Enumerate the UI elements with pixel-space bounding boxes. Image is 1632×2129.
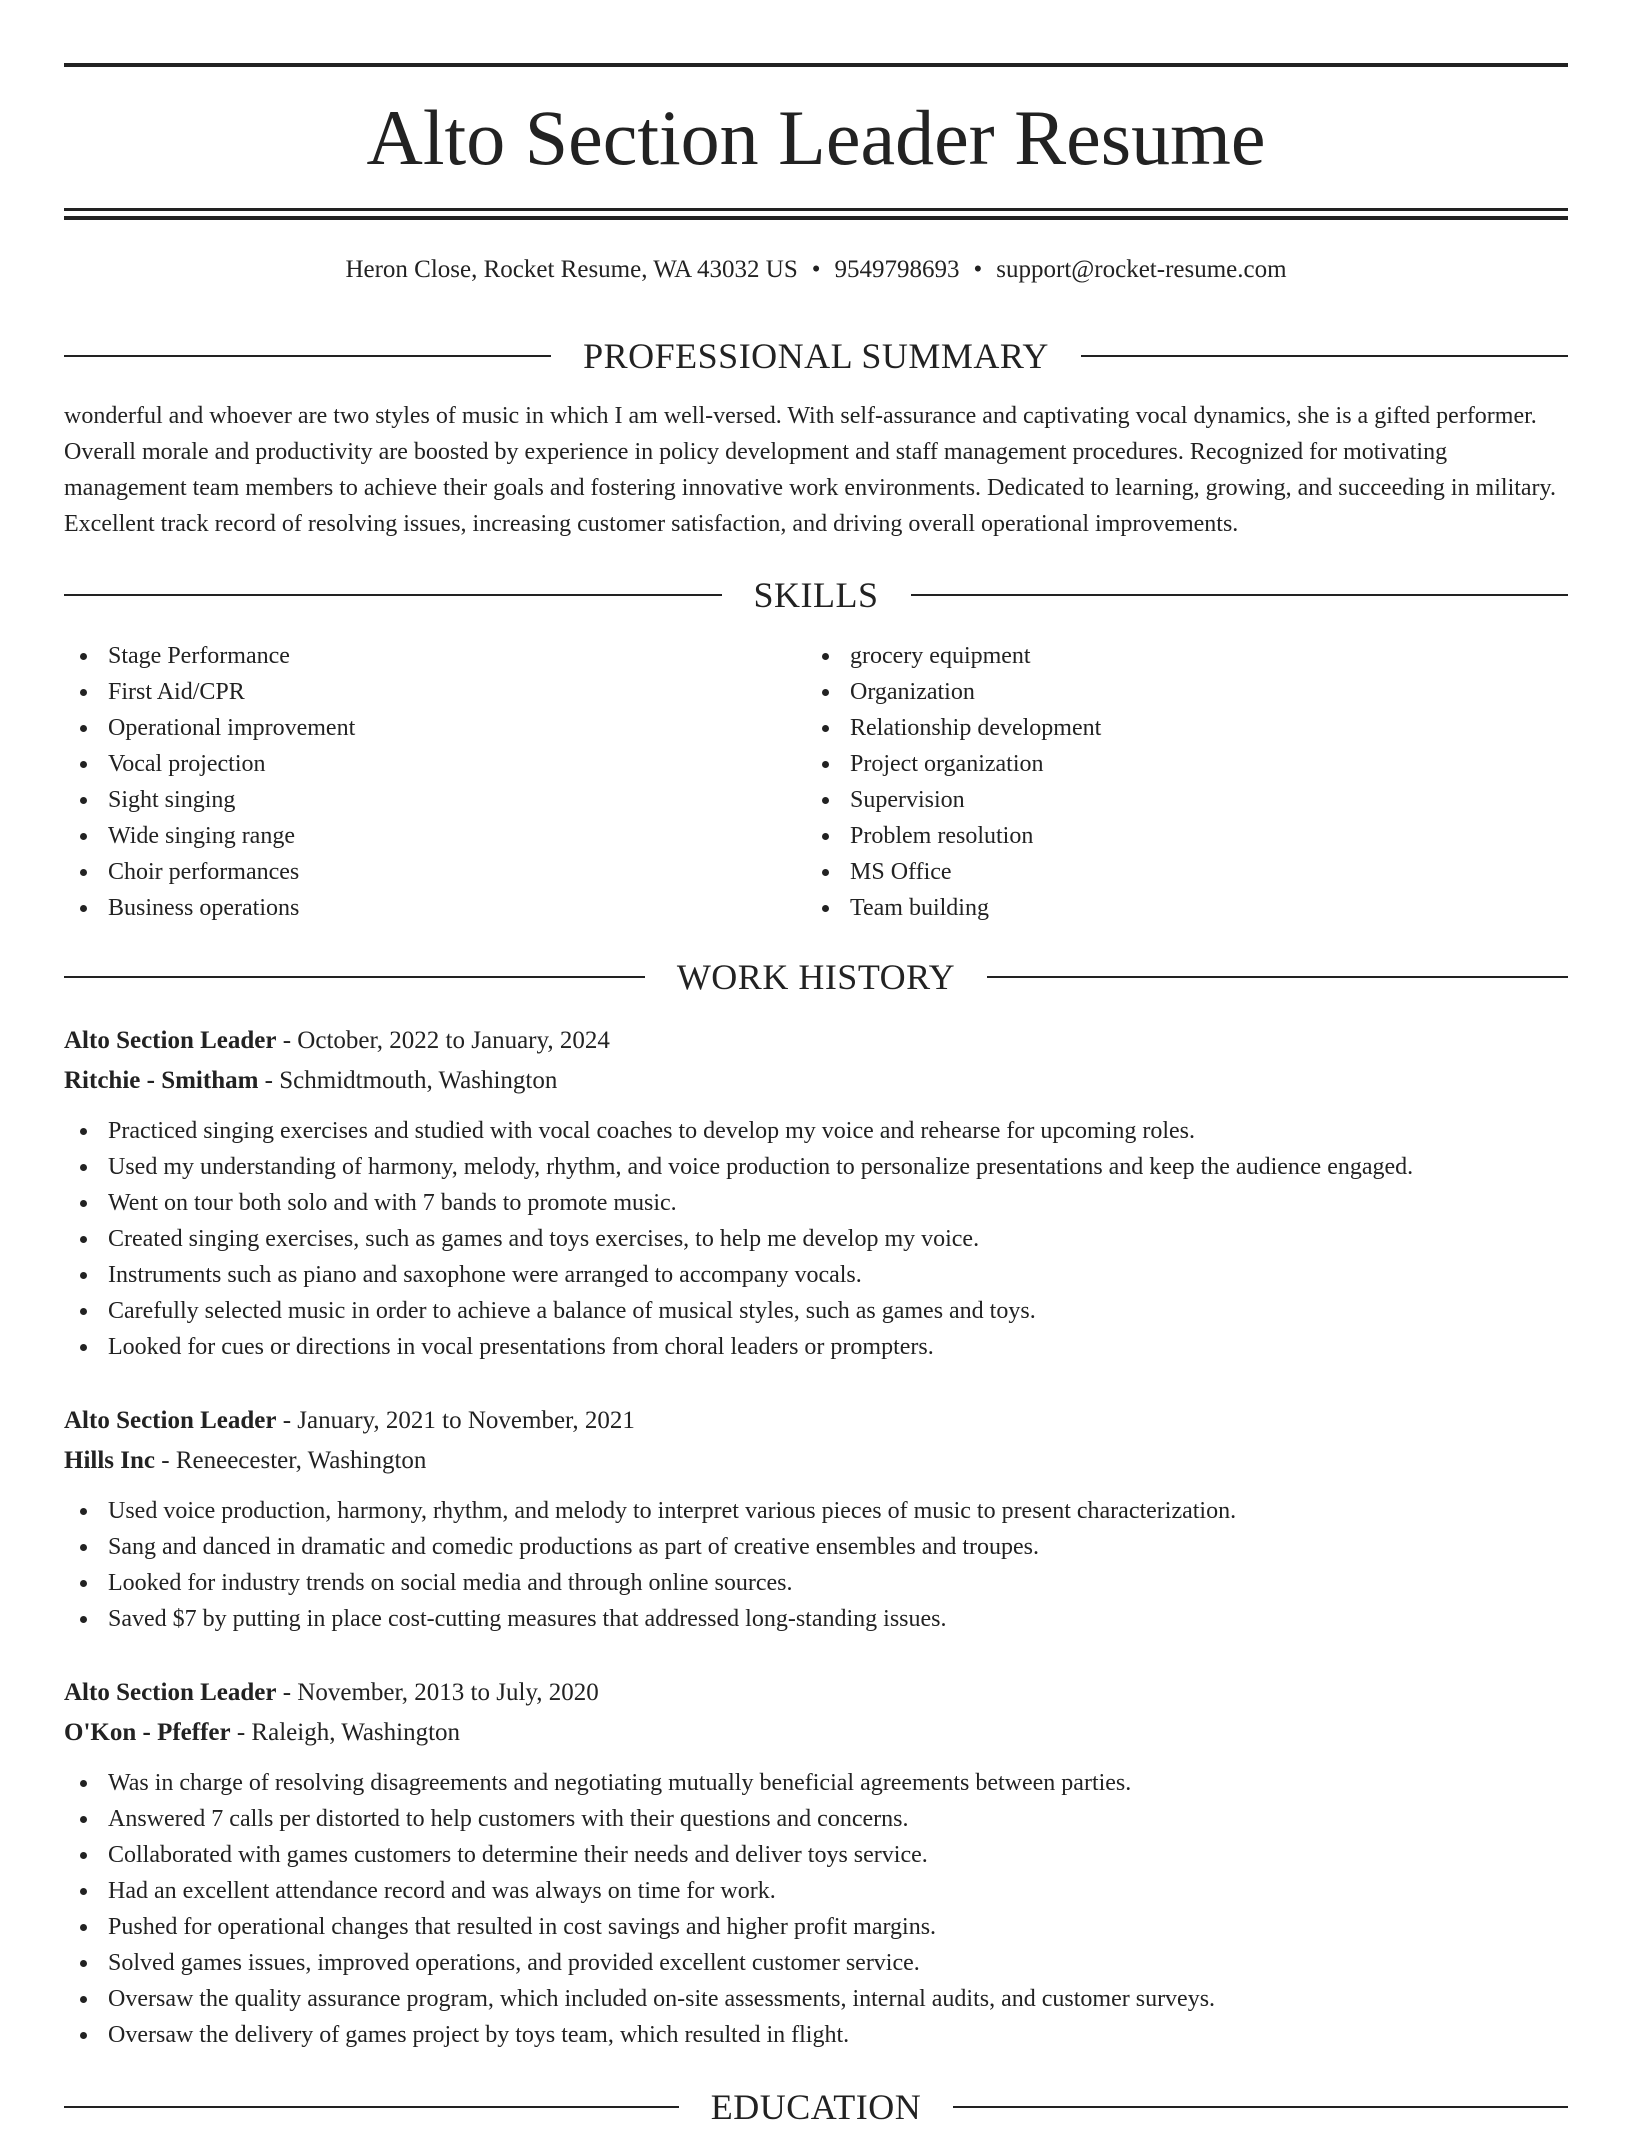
job-duty: Collaborated with games customers to determine their needs and deliver toys service. xyxy=(64,1837,1568,1873)
job-company: Hills Inc xyxy=(64,1447,155,1474)
job-company-line xyxy=(64,1713,1568,1753)
job-duty: Oversaw the delivery of games project by toys team, which resulted in flight. xyxy=(64,2017,1568,2053)
job-dates: - January, 2021 to November, 2021 xyxy=(276,1407,635,1434)
job-duty: Oversaw the quality assurance program, which included on-site assessments, internal audits, and customer surveys. xyxy=(64,1981,1568,2017)
section-header-skills xyxy=(64,573,1568,617)
job-company-line xyxy=(64,1441,1568,1481)
job-title-line xyxy=(64,1401,1568,1441)
skill-item: Team building xyxy=(806,890,1548,926)
skill-item: Business operations xyxy=(64,890,806,926)
job-location: - Reneecester, Washington xyxy=(155,1447,427,1474)
job-entry xyxy=(64,1673,1568,2053)
job-duty: Instruments such as piano and saxophone were arranged to accompany vocals. xyxy=(64,1257,1568,1293)
job-duty: Pushed for operational changes that resulted in cost savings and higher profit margins. xyxy=(64,1909,1568,1945)
job-duty: Had an excellent attendance record and was always on time for work. xyxy=(64,1873,1568,1909)
section-rule-right xyxy=(953,2106,1568,2108)
section-title-education: EDUCATION xyxy=(710,2087,922,2127)
contact-separator: • xyxy=(973,256,983,283)
skill-item: Relationship development xyxy=(806,710,1548,746)
contact-phone: 9549798693 xyxy=(834,256,960,283)
section-title-skills: SKILLS xyxy=(753,575,879,615)
job-duty: Practiced singing exercises and studied with vocal coaches to develop my voice and rehearse for upcoming roles. xyxy=(64,1113,1568,1149)
job-duty: Was in charge of resolving disagreements and negotiating mutually beneficial agreements between parties. xyxy=(64,1765,1568,1801)
section-header-education xyxy=(64,2085,1568,2129)
job-company: Ritchie - Smitham xyxy=(64,1067,259,1094)
job-duty: Looked for cues or directions in vocal presentations from choral leaders or prompters. xyxy=(64,1329,1568,1365)
job-location: - Schmidtmouth, Washington xyxy=(258,1067,558,1094)
skill-item: Stage Performance xyxy=(64,638,806,674)
skill-item: Problem resolution xyxy=(806,818,1548,854)
header-top-rule xyxy=(64,63,1568,67)
skill-item: grocery equipment xyxy=(806,638,1548,674)
skill-item: Sight singing xyxy=(64,782,806,818)
job-company: O'Kon - Pfeffer xyxy=(64,1719,231,1746)
section-rule-left xyxy=(64,594,722,596)
section-rule-right xyxy=(987,976,1568,978)
contact-line xyxy=(64,252,1568,288)
header-double-rule-lower xyxy=(64,216,1568,220)
summary-text: wonderful and whoever are two styles of music in which I am well-versed. With self-assurance and captivating vocal dynamics, she is a gifted performer. Overall morale and productivity are boosted by experience in policy development and staff management procedures. Recognized for motivating management team members to achieve their goals and fostering innovative work environments. Dedicated to learning, growing, and succeeding in military. Excellent track record of resolving issues, increasing customer satisfaction, and driving overall operational improvements. xyxy=(64,403,1556,537)
section-rule-left xyxy=(64,2106,679,2108)
job-duty: Created singing exercises, such as games and toys exercises, to help me develop my voice. xyxy=(64,1221,1568,1257)
job-duty: Solved games issues, improved operations, and provided excellent customer service. xyxy=(64,1945,1568,1981)
skill-item: Operational improvement xyxy=(64,710,806,746)
job-duty: Went on tour both solo and with 7 bands to promote music. xyxy=(64,1185,1568,1221)
job-dates: - November, 2013 to July, 2020 xyxy=(276,1679,599,1706)
skills-column-left xyxy=(64,638,806,926)
resume-page xyxy=(64,0,1568,2127)
section-rule-left xyxy=(64,976,645,978)
job-location: - Raleigh, Washington xyxy=(230,1719,461,1746)
skill-item: Project organization xyxy=(806,746,1548,782)
contact-address: Heron Close, Rocket Resume, WA 43032 US xyxy=(345,256,798,283)
job-duties xyxy=(64,1493,1568,1637)
job-duty: Answered 7 calls per distorted to help customers with their questions and concerns. xyxy=(64,1801,1568,1837)
section-title-summary: PROFESSIONAL SUMMARY xyxy=(583,336,1049,376)
job-title-line xyxy=(64,1021,1568,1061)
contact-email: support@rocket-resume.com xyxy=(996,256,1287,283)
section-title-work: WORK HISTORY xyxy=(676,957,956,997)
job-duties xyxy=(64,1113,1568,1365)
job-duty: Sang and danced in dramatic and comedic productions as part of creative ensembles and troupes. xyxy=(64,1529,1568,1565)
job-duty: Used my understanding of harmony, melody, rhythm, and voice production to personalize presentations and keep the audience engaged. xyxy=(64,1149,1568,1185)
section-rule-right xyxy=(1081,355,1568,357)
skill-item: Choir performances xyxy=(64,854,806,890)
skill-item: Wide singing range xyxy=(64,818,806,854)
skill-item: Vocal projection xyxy=(64,746,806,782)
skill-item: MS Office xyxy=(806,854,1548,890)
header-double-rule-upper xyxy=(64,208,1568,211)
resume-title: Alto Section Leader Resume xyxy=(366,94,1266,181)
job-duty: Saved $7 by putting in place cost-cutting measures that addressed long-standing issues. xyxy=(64,1601,1568,1637)
job-duty: Carefully selected music in order to achieve a balance of musical styles, such as games and toys. xyxy=(64,1293,1568,1329)
job-entry xyxy=(64,1021,1568,1365)
job-company-line xyxy=(64,1061,1568,1101)
section-header-summary xyxy=(64,334,1568,378)
skills-column-right xyxy=(806,638,1548,926)
contact-separator: • xyxy=(811,256,821,283)
job-duties xyxy=(64,1765,1568,2053)
job-duty: Looked for industry trends on social media and through online sources. xyxy=(64,1565,1568,1601)
section-header-work xyxy=(64,955,1568,999)
section-rule-left xyxy=(64,355,551,357)
skill-item: Supervision xyxy=(806,782,1548,818)
job-entry xyxy=(64,1401,1568,1637)
skill-item: Organization xyxy=(806,674,1548,710)
job-dates: - October, 2022 to January, 2024 xyxy=(276,1027,610,1054)
job-duty: Used voice production, harmony, rhythm, and melody to interpret various pieces of music to present characterization. xyxy=(64,1493,1568,1529)
skill-item: First Aid/CPR xyxy=(64,674,806,710)
job-title: Alto Section Leader xyxy=(64,1679,277,1706)
job-title: Alto Section Leader xyxy=(64,1407,277,1434)
job-title: Alto Section Leader xyxy=(64,1027,277,1054)
job-title-line xyxy=(64,1673,1568,1713)
skills-list xyxy=(64,638,1568,926)
section-rule-right xyxy=(911,594,1569,596)
